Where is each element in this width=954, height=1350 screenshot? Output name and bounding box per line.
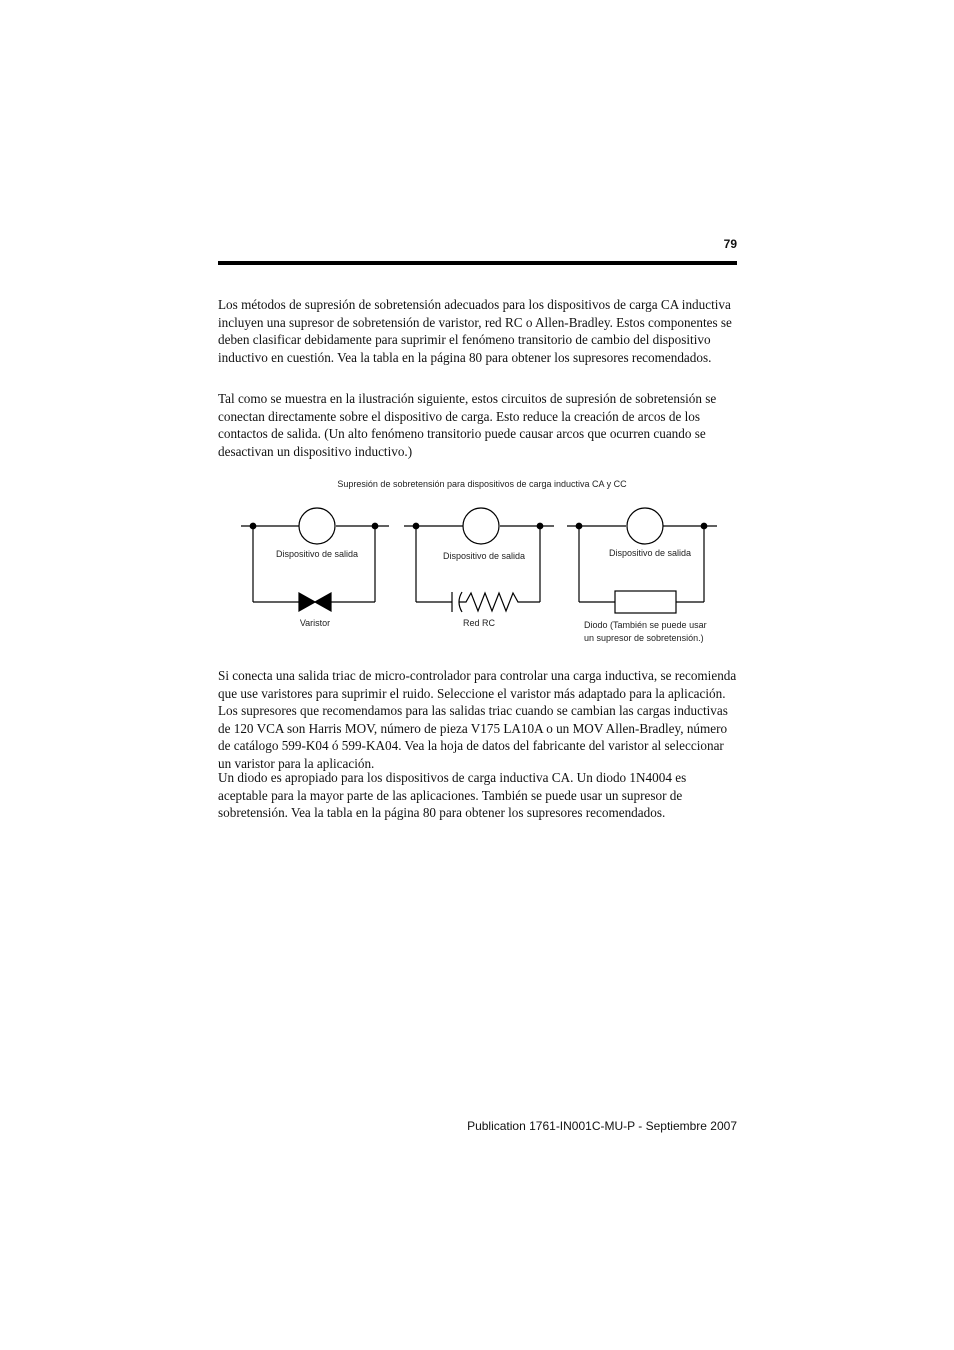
circuit-varistor [241, 508, 389, 611]
diagram-title: Supresión de sobretensión para dispositivos de carga inductiva CA y CC [337, 479, 627, 489]
paragraph-diode: Un diodo es apropiado para los dispositivos de carga inductiva CA. Un diodo 1N4004 es aceptable para la mayor parte de las aplicaciones. También se puede usar un supresor de sobretensión. Vea la tabla en la página 80 para obtener los supresores recomendados. [218, 770, 687, 821]
device-label-1: Dispositivo de salida [275, 549, 359, 559]
output-device-2-icon [463, 508, 499, 544]
footer-publication: Publication 1761-IN001C-MU-P - Septiembre 2007 [467, 1119, 737, 1133]
output-device-1-icon [299, 508, 335, 544]
paragraph-triac-varistors: Si conecta una salida triac de micro-controlador para controlar una carga inductiva, se recomienda que use varistores para suprimir el ruido. Seleccione el varistor más adaptado para la aplicación. Los supresores que recomendamos para las salidas triac cuando se cambian las cargas inductivas de 120 VCA son Harris MOV, número de pieza V175 LA10A o un MOV Allen-Bradley, número de catálogo 599-K04 ó 599-KA04. Vea la hoja de datos del fabricante del varistor al seleccionar un varistor para la aplicación. [218, 668, 737, 771]
page-number: 79 [723, 237, 737, 251]
output-device-3-icon [627, 508, 663, 544]
device-label-3: Dispositivo de salida [608, 548, 692, 558]
circuit-diode [567, 508, 717, 613]
diode-box-symbol-icon [615, 591, 676, 613]
device-label-2: Dispositivo de salida [442, 551, 526, 561]
suppressor-label-rc: Red RC [462, 618, 496, 628]
paragraph-circuit-connection: Tal como se muestra en la ilustración siguiente, estos circuitos de supresión de sobretensión se conectan directamente sobre el dispositivo de carga. Esto reduce la creación de arcos de los contactos de salida. (Un alto fenómeno transitorio puede causar arcos que ocurren cuando se desactivan un dispositivo inductivo.) [218, 391, 717, 459]
suppressor-label-varistor: Varistor [299, 618, 331, 628]
varistor-symbol-icon [299, 593, 331, 611]
suppressor-label-diode-line2: un supresor de sobretensión.) [584, 633, 704, 643]
rc-network-symbol-icon [416, 592, 540, 612]
paragraph-suppression-methods: Los métodos de supresión de sobretensión adecuados para los dispositivos de carga CA inductiva incluyen una supresor de sobretensión de varistor, red RC o Allen-Bradley. Estos componentes se deben clasificar debidamente para suprimir el fenómeno transitorio de cambio del dispositivo inductivo en cuestión. Vea la tabla en la página 80 para obtener los supresores recomendados. [218, 297, 732, 365]
suppressor-label-diode-line1: Diodo (También se puede usar [584, 620, 707, 630]
